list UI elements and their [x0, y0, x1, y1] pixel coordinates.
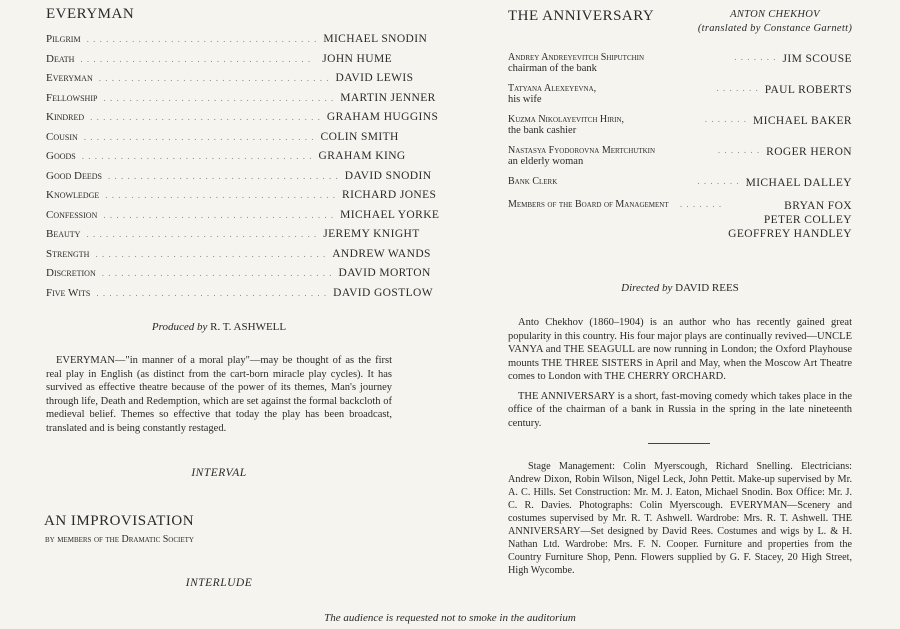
leader-dots: . . . . . . . . . . . . . . . . . . . . . . . . . . . . . . . . . . . . [103, 209, 335, 220]
leader-dots: . . . . . . . . . . . . . . . . . . . . . . . . . . . . . . . . . . . . [86, 34, 318, 44]
anniversary-cast-list [508, 52, 852, 250]
role-name: Beauty [46, 228, 81, 240]
cast-row [508, 199, 852, 241]
everyman-title: EVERYMAN [46, 6, 135, 22]
actor-name: MICHAEL YORKE [340, 208, 440, 221]
cast-row [508, 52, 852, 74]
role-name: Confession [46, 208, 98, 221]
role-name: Tatyana Alexeyevna, [508, 83, 597, 94]
role-name: Andrey Andreyevitch Shiputchin [508, 52, 645, 63]
cast-row [46, 169, 432, 190]
cast-row [46, 33, 428, 53]
actor-name: GRAHAM HUGGINS [326, 111, 439, 123]
role-block [508, 52, 728, 74]
actor-names [746, 176, 852, 190]
cast-row [46, 286, 433, 307]
actor-name: MICHAEL SNODIN [323, 33, 428, 45]
role-name: Members of the Board of Management [508, 199, 669, 210]
cast-row [46, 150, 406, 170]
actor-names [728, 199, 852, 241]
actor-name: GEOFFREY HANDLEY [728, 228, 852, 240]
everyman-description [46, 354, 392, 441]
leader-dots: . . . . . . . . . . . . . . . . . . . . . . . . . . . . . . . . . . . . [95, 248, 327, 259]
cast-row [46, 189, 437, 209]
directed-by-label: Directed by [621, 282, 673, 294]
cast-row [46, 247, 431, 268]
cast-row [46, 130, 399, 151]
actor-name: DAVID SNODIN [344, 169, 432, 182]
cast-row [46, 72, 414, 92]
leader-dots: . . . . . . . . . . . . . . . . . . . . . . . . . . . . . . . . . . . . [98, 73, 330, 83]
cast-row [508, 114, 852, 136]
actor-name: DAVID GOSTLOW [333, 286, 433, 299]
role-name: Nastasya Fyodorovna Mertchutkin [508, 145, 656, 156]
chekhov-intro-para-1: Anto Chekhov (1860–1904) is an author who has recently gained great popularity in this country. His four major plays are continually revived—UNCLE VANYA and THE SEAGULL are now running in London; the Oxford Playhouse mounts THE THREE SISTERS in April and May, when the Moscow Art Theatre comes to London with THE CHERRY ORCHARD. [508, 317, 852, 382]
actor-name: JOHN HUME [322, 52, 392, 65]
actor-names [753, 114, 852, 136]
cast-row [508, 176, 852, 190]
actor-name: GRAHAM KING [318, 150, 406, 162]
role-name: Kuzma Nikolayevitch Hirin, [508, 114, 625, 125]
role-block [508, 83, 710, 105]
leader-dots: . . . . . . . [697, 176, 740, 186]
cast-row [46, 53, 392, 73]
role-block [508, 114, 699, 136]
interlude-label: INTERLUDE [185, 577, 253, 589]
leader-dots: . . . . . . . . . . . . . . . . . . . . . . . . . . . . . . . . . . . . [80, 53, 312, 64]
role-name: Five Wits [46, 286, 91, 299]
improvisation-subtitle: by members of the Dramatic Society [45, 534, 194, 545]
role-description: the bank cashier [508, 125, 577, 136]
actor-name: BRYAN FOX [784, 200, 852, 212]
actor-names [766, 145, 852, 167]
actor-name: COLIN SMITH [320, 130, 399, 143]
role-block [508, 176, 691, 190]
role-description: an elderly woman [508, 156, 584, 167]
role-name: Knowledge [46, 189, 100, 201]
actor-name: MICHAEL DALLEY [745, 177, 852, 189]
cast-row [46, 91, 436, 112]
role-description: chairman of the bank [508, 63, 597, 74]
anniversary-title: THE ANNIVERSARY [508, 8, 655, 24]
author-name: ANTON CHEKHOV [730, 9, 820, 20]
leader-dots: . . . . . . . . . . . . . . . . . . . . . . . . . . . . . . . . . . . . [96, 287, 328, 298]
production-credits-text: Stage Management: Colin Myerscough, Richard Snelling. Electricians: Andrew Dixon, Robin Wilson, Nigel Leck, John Pettit. Make-up supervised by Mr. A. C. Hills. Set Construction: Mr. M. J. Eaton, Michael Snodin. Box Office: Mr. J. C. R. Davies. Photographs: Colin Myerscough. EVERYMAN—Scenery and costumes supervised by Mr. R. T. Ashwell. Wardrobe: Mrs. R. T. Ashwell. THE ANNIVERSARY—Set designed by David Rees. Costumes and wigs by L. & H. Nathan Ltd. Wardrobe: Mrs. F. N. Cooper. Furniture and properties from the Country Furniture Shop, Penn. Flowers supplied by G. F. Stacey, 20 High Street, High Wycombe. [508, 461, 852, 576]
leader-dots: . . . . . . . . . . . . . . . . . . . . . . . . . . . . . . . . . . . . [83, 131, 315, 142]
role-block [508, 145, 712, 167]
no-smoking-notice: The audience is requested not to smoke in the auditorium [324, 612, 576, 624]
section-divider [648, 443, 710, 444]
produced-by-label: Produced by [151, 321, 208, 333]
role-name: Everyman [46, 72, 93, 84]
role-block [508, 199, 674, 241]
everyman-cast-list [46, 33, 440, 306]
leader-dots: . . . . . . . . . . . . . . . . . . . . . . . . . . . . . . . . . . . . [107, 170, 339, 181]
cast-row [46, 111, 439, 131]
role-name: Strength [46, 247, 90, 260]
right-page [450, 0, 900, 629]
role-name: Cousin [46, 130, 78, 143]
leader-dots: . . . . . . . [704, 114, 747, 124]
actor-name: PAUL ROBERTS [764, 84, 852, 96]
directed-by-credit [508, 282, 852, 294]
leader-dots: . . . . . . . . . . . . . . . . . . . . . . . . . . . . . . . . . . . . [101, 268, 333, 278]
actor-name: PETER COLLEY [763, 214, 852, 226]
actor-name: JIM SCOUSE [782, 53, 852, 65]
director-name: DAVID REES [675, 282, 739, 294]
cast-row [46, 267, 431, 287]
actor-name: DAVID LEWIS [335, 72, 414, 84]
production-credits [508, 460, 852, 583]
leader-dots: . . . . . . . . . . . . . . . . . . . . . . . . . . . . . . . . . . . . [86, 229, 318, 239]
actor-names [782, 52, 852, 74]
leader-dots: . . . . . . . [679, 199, 723, 209]
role-description: his wife [508, 94, 542, 105]
leader-dots: . . . . . . . [734, 52, 777, 62]
role-name: Good Deeds [46, 169, 102, 182]
chekhov-intro-para-2: THE ANNIVERSARY is a short, fast-moving comedy which takes place in the office of the chairman of a bank in Russia in the spring in the late nineteenth century. [508, 390, 852, 429]
cast-row [508, 145, 852, 167]
chekhov-intro [508, 316, 852, 436]
leader-dots: . . . . . . . . . . . . . . . . . . . . . . . . . . . . . . . . . . . . [105, 190, 337, 200]
actor-name: ANDREW WANDS [332, 247, 431, 260]
leader-dots: . . . . . . . [716, 83, 759, 93]
author-credit [690, 8, 860, 36]
actor-name: MICHAEL BAKER [752, 115, 852, 127]
leader-dots: . . . . . . . . . . . . . . . . . . . . . . . . . . . . . . . . . . . . [81, 151, 313, 161]
role-name: Goods [46, 150, 76, 162]
improvisation-title: AN IMPROVISATION [44, 513, 195, 529]
cast-row [46, 228, 420, 248]
interval-label: INTERVAL [191, 467, 247, 479]
actor-name: JEREMY KNIGHT [323, 228, 420, 240]
role-name: Bank Clerk [508, 176, 558, 187]
role-name: Pilgrim [46, 33, 81, 45]
actor-name: ROGER HERON [766, 146, 852, 158]
actor-names [765, 83, 852, 105]
role-name: Fellowship [46, 91, 98, 104]
produced-by-credit [46, 321, 392, 333]
role-name: Discretion [46, 267, 96, 279]
role-name: Death [46, 52, 75, 65]
translator-credit: (translated by Constance Garnett) [697, 23, 853, 34]
actor-name: MARTIN JENNER [340, 91, 436, 104]
role-name: Kindred [46, 111, 85, 123]
leader-dots: . . . . . . . . . . . . . . . . . . . . . . . . . . . . . . . . . . . . [90, 112, 321, 122]
cast-row [508, 83, 852, 105]
leader-dots: . . . . . . . [717, 145, 761, 155]
cast-row [46, 208, 440, 229]
actor-name: DAVID MORTON [338, 267, 431, 279]
everyman-description-text: EVERYMAN—"in manner of a moral play"—may be thought of as the first real play in English (as distinct from the cart-born miracle play cycles). It has survived as effective theatre because of the power of its themes, Man's journey through life, Death and Redemption, which are set against the formal backcloth of medieval belief. Themes so effective that today the play has been broadcast, translated and is being constantly restaged. [46, 355, 392, 434]
leader-dots: . . . . . . . . . . . . . . . . . . . . . . . . . . . . . . . . . . . . [103, 92, 335, 103]
actor-name: RICHARD JONES [342, 189, 437, 201]
producer-name: R. T. ASHWELL [210, 321, 287, 333]
